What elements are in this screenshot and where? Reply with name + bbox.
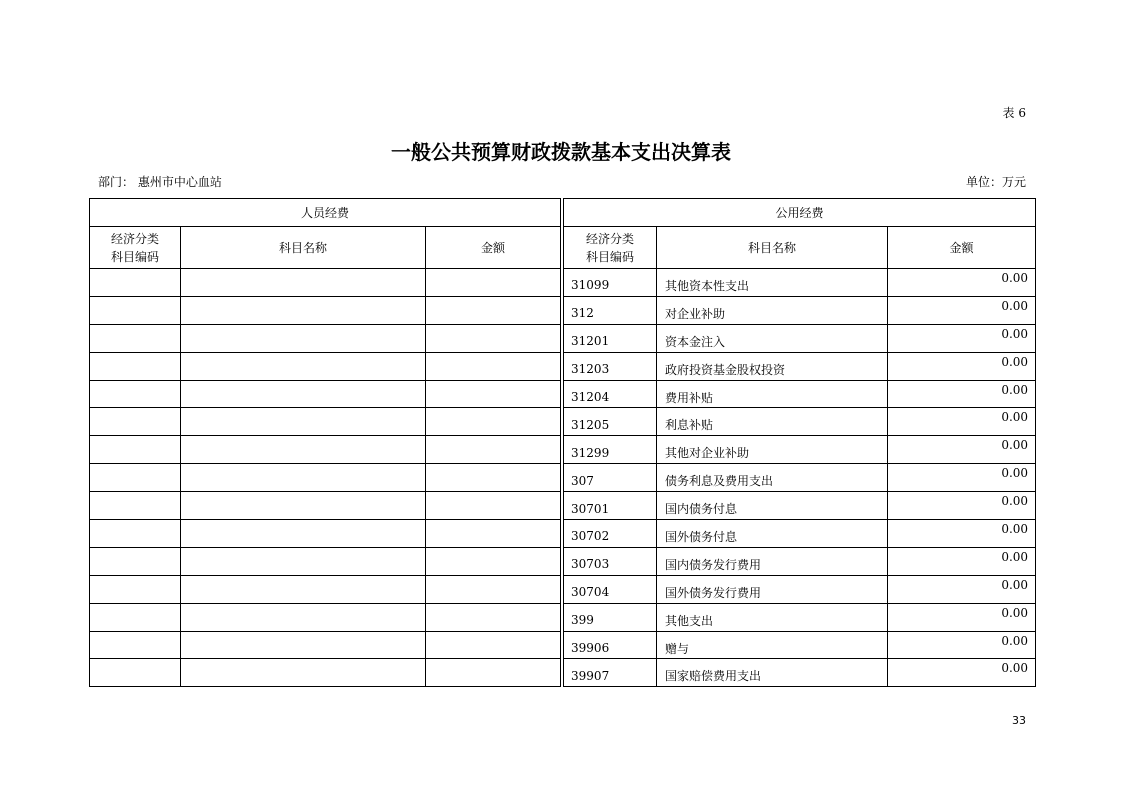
public-code-cell: 31205 <box>564 408 657 436</box>
personnel-amount-cell <box>426 547 561 575</box>
personnel-amount-cell <box>426 603 561 631</box>
table-row <box>90 464 1036 492</box>
public-amount-cell: 0.00 <box>888 659 1036 687</box>
personnel-amount-cell <box>426 352 561 380</box>
table-row <box>90 603 1036 631</box>
personnel-code-cell <box>90 547 181 575</box>
public-code-cell: 31099 <box>564 269 657 297</box>
table-row <box>90 631 1036 659</box>
code-header-line1: 经济分类 <box>586 231 635 246</box>
personnel-code-cell <box>90 464 181 492</box>
personnel-name-cell <box>181 380 426 408</box>
public-code-header <box>564 227 657 269</box>
public-amount-cell: 0.00 <box>888 380 1036 408</box>
personnel-code-cell <box>90 520 181 548</box>
public-name-cell: 政府投资基金股权投资 <box>657 352 888 380</box>
personnel-name-cell <box>181 547 426 575</box>
table-row <box>90 380 1036 408</box>
personnel-amount-header: 金额 <box>426 227 561 269</box>
public-amount-cell: 0.00 <box>888 575 1036 603</box>
public-name-cell: 对企业补助 <box>657 296 888 324</box>
personnel-name-cell <box>181 631 426 659</box>
public-name-cell: 费用补贴 <box>657 380 888 408</box>
table-row <box>90 492 1036 520</box>
personnel-name-cell <box>181 269 426 297</box>
table-row <box>90 436 1036 464</box>
personnel-code-cell <box>90 296 181 324</box>
public-name-cell: 国外债务发行费用 <box>657 575 888 603</box>
public-name-header: 科目名称 <box>657 227 888 269</box>
public-amount-cell: 0.00 <box>888 408 1036 436</box>
personnel-code-cell <box>90 436 181 464</box>
personnel-amount-cell <box>426 464 561 492</box>
personnel-amount-cell <box>426 380 561 408</box>
public-name-cell: 利息补贴 <box>657 408 888 436</box>
public-code-cell: 31201 <box>564 324 657 352</box>
table-row <box>90 408 1036 436</box>
page-title: 一般公共预算财政拨款基本支出决算表 <box>391 140 731 164</box>
personnel-name-cell <box>181 408 426 436</box>
public-amount-cell: 0.00 <box>888 631 1036 659</box>
public-code-cell: 31203 <box>564 352 657 380</box>
public-code-cell: 39906 <box>564 631 657 659</box>
personnel-name-cell <box>181 464 426 492</box>
table-row <box>90 296 1036 324</box>
public-name-cell: 赠与 <box>657 631 888 659</box>
public-code-cell: 399 <box>564 603 657 631</box>
public-code-cell: 30703 <box>564 547 657 575</box>
public-name-cell: 其他支出 <box>657 603 888 631</box>
public-amount-cell: 0.00 <box>888 547 1036 575</box>
public-amount-cell: 0.00 <box>888 492 1036 520</box>
personnel-name-cell <box>181 575 426 603</box>
personnel-amount-cell <box>426 408 561 436</box>
personnel-name-cell <box>181 352 426 380</box>
public-amount-cell: 0.00 <box>888 296 1036 324</box>
personnel-amount-cell <box>426 269 561 297</box>
code-header-line2: 科目编码 <box>110 249 159 264</box>
personnel-amount-cell <box>426 520 561 548</box>
personnel-code-cell <box>90 492 181 520</box>
public-amount-cell: 0.00 <box>888 520 1036 548</box>
personnel-name-cell <box>181 436 426 464</box>
public-header: 公用经费 <box>564 199 1036 227</box>
public-code-cell: 307 <box>564 464 657 492</box>
public-code-cell: 30704 <box>564 575 657 603</box>
table-row <box>90 575 1036 603</box>
public-name-cell: 其他对企业补助 <box>657 436 888 464</box>
personnel-header: 人员经费 <box>90 199 561 227</box>
personnel-amount-cell <box>426 324 561 352</box>
personnel-code-cell <box>90 575 181 603</box>
personnel-name-cell <box>181 603 426 631</box>
personnel-code-cell <box>90 631 181 659</box>
public-code-cell: 30701 <box>564 492 657 520</box>
personnel-amount-cell <box>426 659 561 687</box>
public-name-cell: 国外债务付息 <box>657 520 888 548</box>
public-name-cell: 国家赔偿费用支出 <box>657 659 888 687</box>
personnel-code-cell <box>90 380 181 408</box>
personnel-code-cell <box>90 659 181 687</box>
personnel-code-cell <box>90 352 181 380</box>
personnel-code-cell <box>90 269 181 297</box>
public-name-cell: 其他资本性支出 <box>657 269 888 297</box>
public-amount-cell: 0.00 <box>888 603 1036 631</box>
public-code-cell: 39907 <box>564 659 657 687</box>
public-name-cell: 国内债务发行费用 <box>657 547 888 575</box>
public-code-cell: 30702 <box>564 520 657 548</box>
personnel-amount-cell <box>426 492 561 520</box>
public-code-cell: 31299 <box>564 436 657 464</box>
personnel-name-header: 科目名称 <box>181 227 426 269</box>
table-number: 表 6 <box>1002 106 1026 120</box>
public-name-cell: 债务利息及费用支出 <box>657 464 888 492</box>
table-row <box>90 520 1036 548</box>
personnel-name-cell <box>181 520 426 548</box>
personnel-code-cell <box>90 603 181 631</box>
table-row <box>90 659 1036 687</box>
table-row <box>90 352 1036 380</box>
table-row <box>90 324 1036 352</box>
public-name-cell: 国内债务付息 <box>657 492 888 520</box>
table-row <box>90 269 1036 297</box>
personnel-name-cell <box>181 492 426 520</box>
table-row <box>90 547 1036 575</box>
personnel-amount-cell <box>426 436 561 464</box>
personnel-code-cell <box>90 408 181 436</box>
public-amount-cell: 0.00 <box>888 464 1036 492</box>
budget-table <box>89 198 1036 687</box>
department-label: 部门： 惠州市中心血站 <box>98 175 222 189</box>
public-amount-header: 金额 <box>888 227 1036 269</box>
public-amount-cell: 0.00 <box>888 324 1036 352</box>
personnel-amount-cell <box>426 296 561 324</box>
public-amount-cell: 0.00 <box>888 352 1036 380</box>
page-number: 33 <box>1012 714 1026 727</box>
code-header-line1: 经济分类 <box>110 231 159 246</box>
public-name-cell: 资本金注入 <box>657 324 888 352</box>
personnel-name-cell <box>181 296 426 324</box>
public-amount-cell: 0.00 <box>888 269 1036 297</box>
personnel-amount-cell <box>426 631 561 659</box>
personnel-name-cell <box>181 659 426 687</box>
code-header-line2: 科目编码 <box>586 249 635 264</box>
unit-label: 单位：万元 <box>965 175 1026 189</box>
public-code-cell: 312 <box>564 296 657 324</box>
public-amount-cell: 0.00 <box>888 436 1036 464</box>
personnel-amount-cell <box>426 575 561 603</box>
public-code-cell: 31204 <box>564 380 657 408</box>
personnel-code-header <box>90 227 181 269</box>
personnel-name-cell <box>181 324 426 352</box>
personnel-code-cell <box>90 324 181 352</box>
